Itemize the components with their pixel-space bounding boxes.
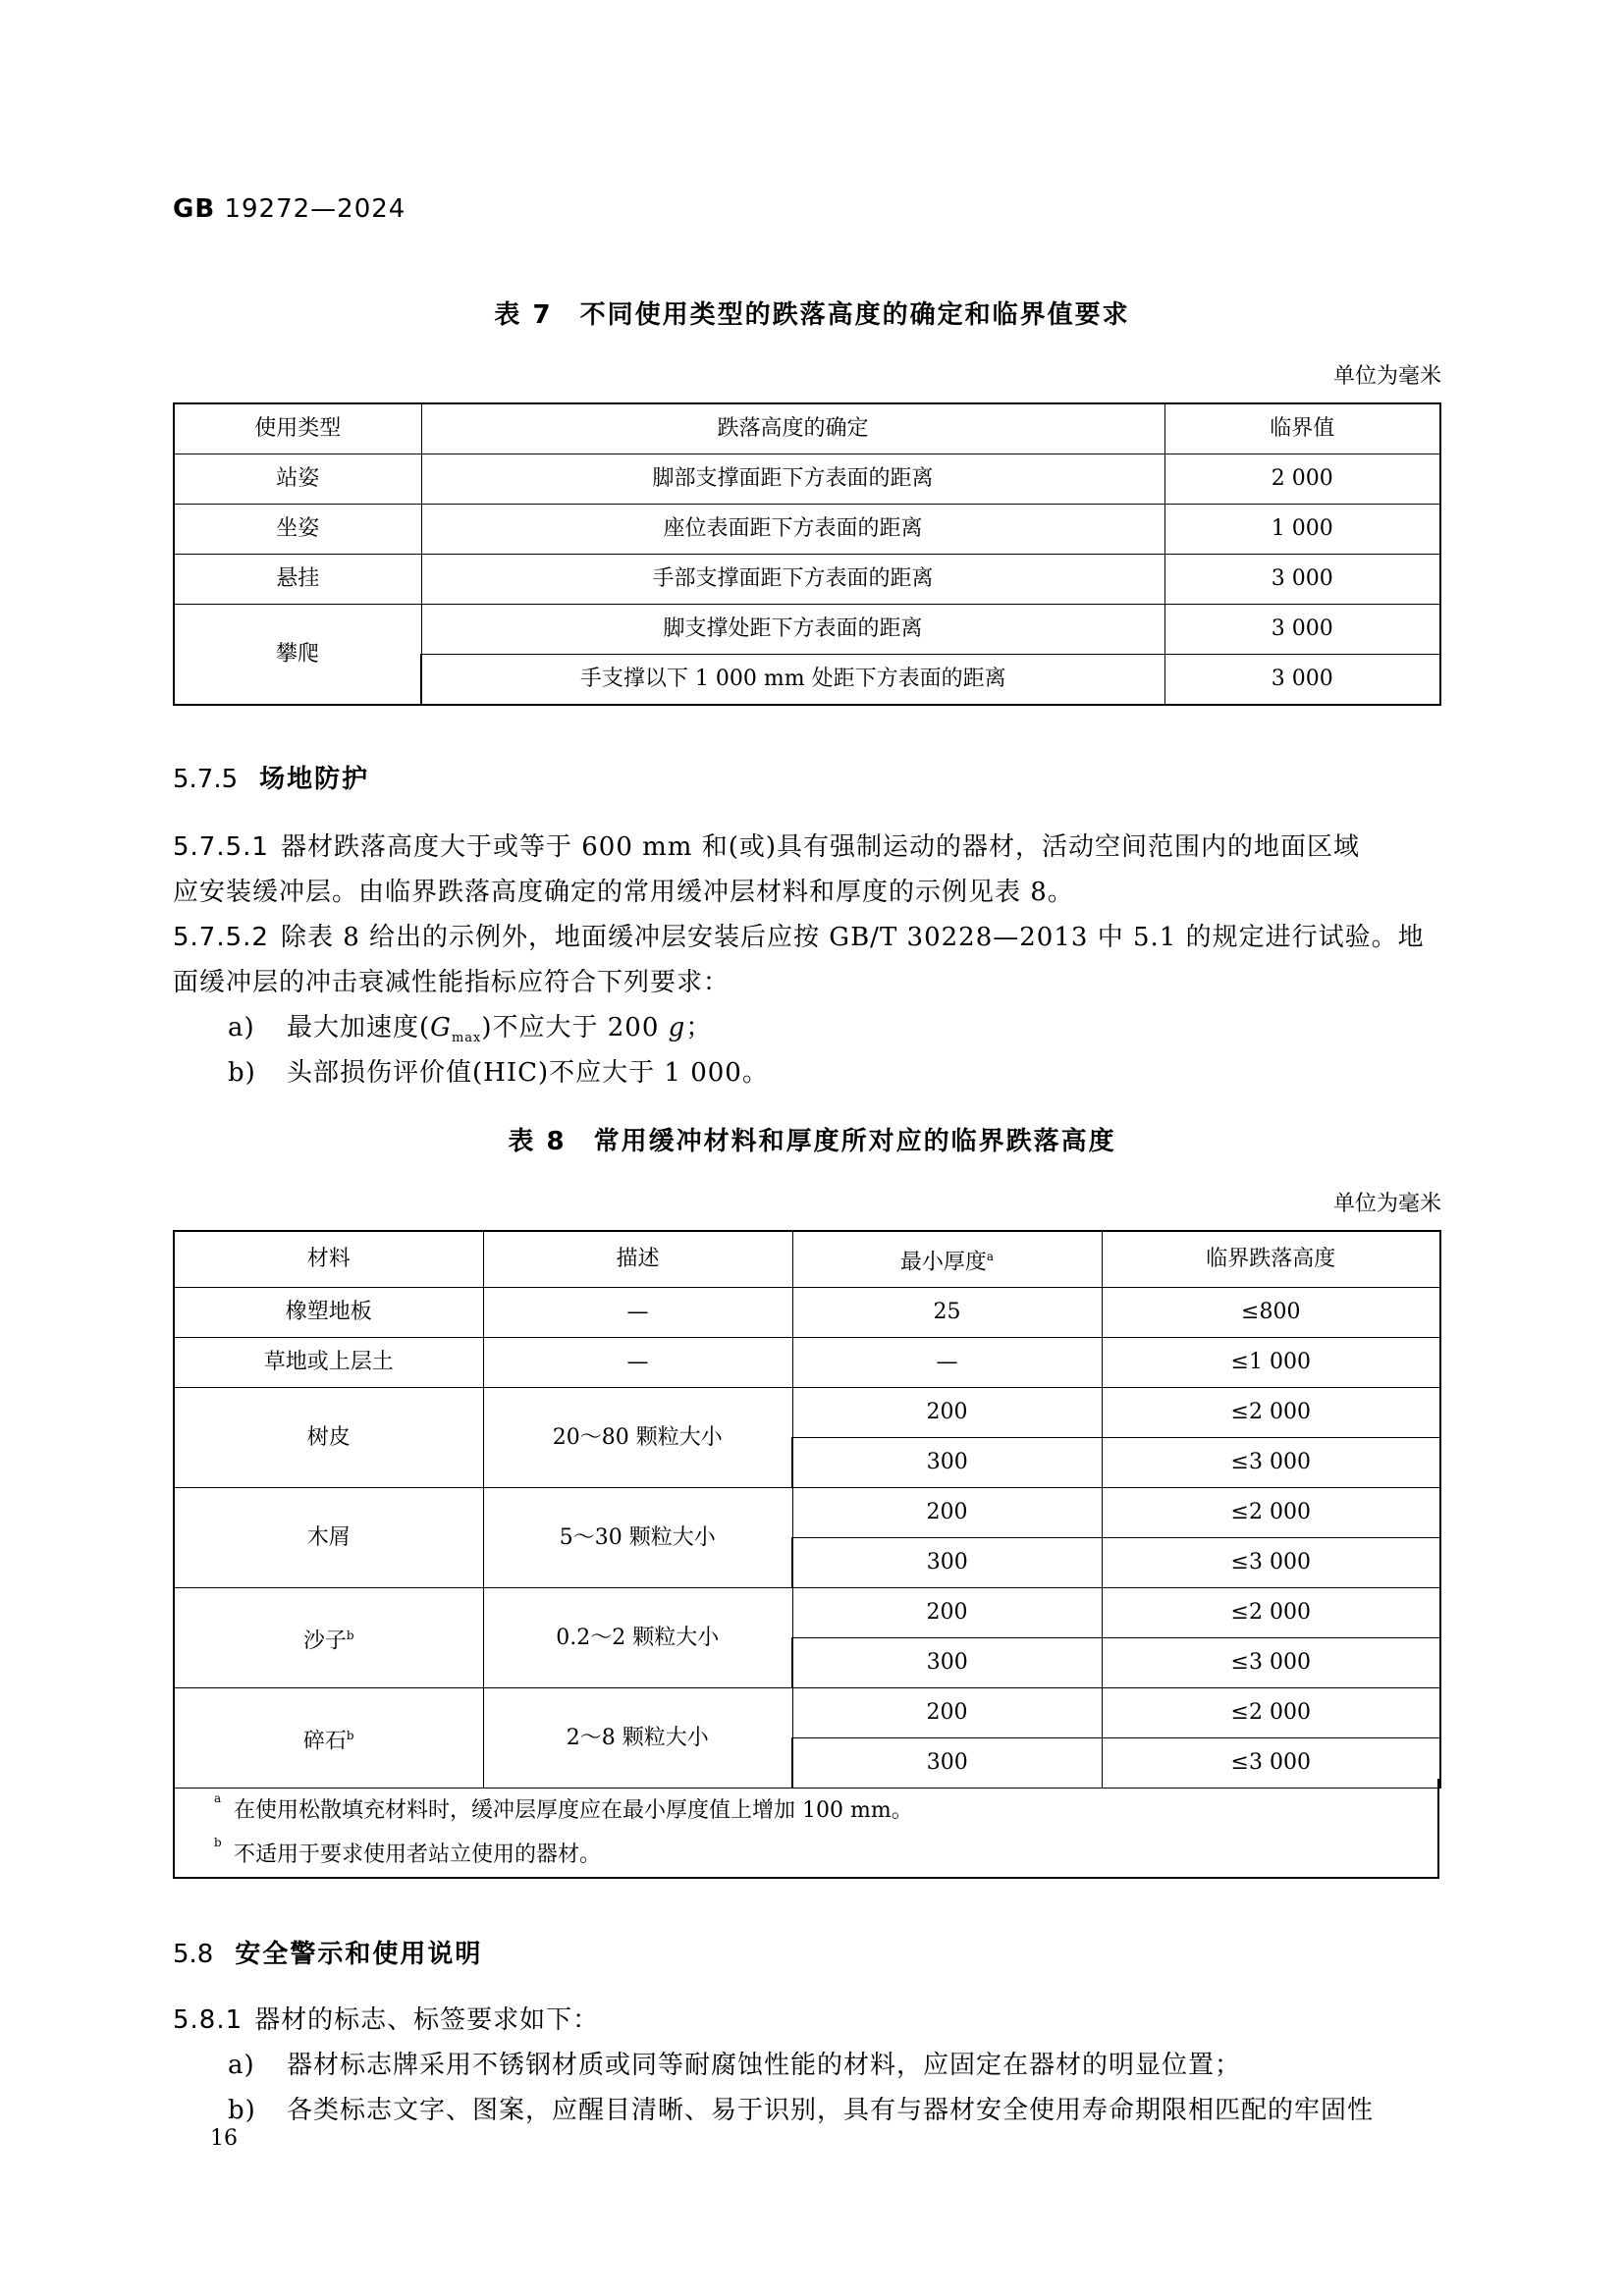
paragraph-line: 除表 8 给出的示例外，地面缓冲层安装后应按 GB/T 30228—2013 中 5.1 的规定进行试验。地 [280,923,1425,952]
paragraph-line: 器材的标志、标签要求如下： [254,2005,600,2035]
table8-cell-thickness: 300 [792,1438,1102,1488]
table8-cell-height: ≤800 [1102,1288,1440,1338]
list-text: 最大加速度( [287,1013,431,1042]
section-58-heading [173,1934,482,1970]
table-row [174,555,1440,605]
section-number: 5.7.5 [173,765,239,794]
table8-cell-description: — [483,1338,792,1388]
list-label: b) [228,1058,256,1088]
material-label: 碎石 [302,1728,347,1753]
table-row [174,605,1440,655]
footnote-mark: a [214,1791,222,1805]
list-label: a) [228,1013,255,1042]
table8-cell-material [174,1688,483,1789]
material-label: 沙子 [302,1628,347,1653]
table8-header-row [174,1231,1440,1288]
table8-cell-height: ≤3 000 [1102,1638,1440,1688]
footnote-mark: b [214,1836,222,1849]
table7-cell-determination: 手支撑以下 1 000 mm 处距下方表面的距离 [421,655,1164,706]
table-row [174,1688,1440,1738]
table7-cell-type: 坐姿 [174,505,421,555]
unit-g: g [668,1013,686,1042]
page-number: 16 [210,2126,238,2151]
list-item-b [228,2088,1439,2133]
table8-cell-description: — [483,1288,792,1338]
list-label: b) [228,2096,256,2125]
table8-cell-material: 草地或上层土 [174,1338,483,1388]
table7-header-row [174,403,1440,454]
table8-cell-material [174,1588,483,1688]
paragraph-line: 面缓冲层的冲击衰减性能指标应符合下列要求： [173,968,731,997]
table7-cell-determination: 手部支撑面距下方表面的距离 [421,555,1164,605]
table7-unit-note: 单位为毫米 [1332,364,1441,389]
table7-caption: 表 7 不同使用类型的跌落高度的确定和临界值要求 [494,300,1130,330]
table8-col-min-thickness [792,1231,1102,1288]
footnote-mark: b [346,1728,354,1742]
table-row [174,1338,1440,1388]
section-number: 5.8 [173,1940,214,1969]
table8-cell-description: 5～30 颗粒大小 [483,1488,792,1588]
paragraph-5752 [173,915,1439,1005]
table8-cell-description: 2～8 颗粒大小 [483,1688,792,1789]
table8-cell-material: 木屑 [174,1488,483,1588]
table8-cell-height: ≤2 000 [1102,1588,1440,1638]
table7-cell-type: 站姿 [174,454,421,505]
section-title: 场地防护 [259,765,370,794]
table8-cell-description: 20～80 颗粒大小 [483,1388,792,1488]
table8-cell-thickness: — [792,1338,1102,1388]
symbol-subscript: max [451,1031,482,1046]
table8-cell-height: ≤3 000 [1102,1538,1440,1588]
list-text: )不应大于 200 [481,1013,669,1042]
table8-cell-height: ≤3 000 [1102,1438,1440,1488]
table8-note-a [214,1791,913,1824]
paragraph-line: 应安装缓冲层。由临界跌落高度确定的常用缓冲层材料和厚度的示例见表 8。 [173,878,1074,907]
paragraph-number: 5.7.5.2 [173,923,269,952]
table8-cell-thickness: 300 [792,1638,1102,1688]
table7-col-determination: 跌落高度的确定 [421,403,1164,454]
paragraph-5751 [173,825,1439,915]
table7-cell-type: 攀爬 [174,605,421,706]
table7-cell-type: 悬挂 [174,555,421,605]
table8-cell-description: 0.2～2 颗粒大小 [483,1588,792,1688]
table8-cell-thickness: 25 [792,1288,1102,1338]
section-title: 安全警示和使用说明 [235,1940,483,1969]
table8-cell-material: 树皮 [174,1388,483,1488]
list-text: 各类标志文字、图案，应醒目清晰、易于识别，具有与器材安全使用寿命期限相匹配的牢固性 [287,2096,1375,2125]
table8-cell-thickness: 200 [792,1488,1102,1538]
table8-cell-height: ≤2 000 [1102,1388,1440,1438]
paragraph-number: 5.8.1 [173,2005,244,2035]
paragraph-581 [173,1998,1439,2043]
table8-cell-height: ≤2 000 [1102,1488,1440,1538]
list-label: a) [228,2051,255,2080]
table8-caption: 表 8 常用缓冲材料和厚度所对应的临界跌落高度 [508,1127,1116,1156]
table-row [174,505,1440,555]
list-text: 器材标志牌采用不锈钢材质或同等耐腐蚀性能的材料，应固定在器材的明显位置； [287,2051,1242,2080]
list-item-b [228,1050,1439,1095]
table7-cell-determination: 脚支撑处距下方表面的距离 [421,605,1164,655]
table8-col-material: 材料 [174,1231,483,1288]
table8-cell-material: 橡塑地板 [174,1288,483,1338]
column-label: 最小厚度 [899,1250,987,1275]
table-row [174,1388,1440,1438]
standard-number: 19272—2024 [224,194,406,224]
table7-col-type: 使用类型 [174,403,421,454]
table7-cell-determination: 座位表面距下方表面的距离 [421,505,1164,555]
table7-cell-value: 1 000 [1164,505,1440,555]
table8-unit-note: 单位为毫米 [1332,1192,1441,1216]
table8-notes [173,1779,1439,1879]
table8-cell-thickness: 300 [792,1538,1102,1588]
table8-cell-height: ≤1 000 [1102,1338,1440,1388]
list-text: 头部损伤评价值(HIC)不应大于 1 000。 [287,1058,769,1088]
table8-col-critical-height: 临界跌落高度 [1102,1231,1440,1288]
table7-cell-value: 3 000 [1164,555,1440,605]
paragraph-line: 器材跌落高度大于或等于 600 mm 和(或)具有强制运动的器材，活动空间范围内的地面区域 [280,832,1360,862]
list-item-a [228,2043,1439,2088]
table8-cell-height: ≤2 000 [1102,1688,1440,1738]
table7 [173,402,1441,706]
table7-cell-value: 3 000 [1164,655,1440,706]
table7-cell-value: 2 000 [1164,454,1440,505]
paragraph-number: 5.7.5.1 [173,832,269,862]
table7-cell-value: 3 000 [1164,605,1440,655]
table8-cell-thickness: 300 [792,1738,1102,1789]
table-row [174,1488,1440,1538]
note-text: 在使用松散填充材料时，缓冲层厚度应在最小厚度值上增加 100 mm。 [234,1798,913,1823]
symbol-g: G [430,1013,452,1042]
footnote-mark: b [346,1628,354,1642]
table8-note-b [214,1836,602,1868]
table7-cell-determination: 脚部支撑面距下方表面的距离 [421,454,1164,505]
table-row [174,1288,1440,1338]
list-text: ； [685,1013,713,1042]
table8-cell-thickness: 200 [792,1388,1102,1438]
table8-col-description: 描述 [483,1231,792,1288]
table7-col-value: 临界值 [1164,403,1440,454]
table8-cell-thickness: 200 [792,1688,1102,1738]
table8-cell-height: ≤3 000 [1102,1738,1440,1789]
table8-cell-thickness: 200 [792,1588,1102,1638]
note-text: 不适用于要求使用者站立使用的器材。 [234,1842,602,1867]
section-575-heading [173,759,369,795]
table8 [173,1230,1441,1789]
standard-code: GB [173,194,216,224]
table-row [174,454,1440,505]
table-row [174,1588,1440,1638]
document-header [173,194,406,224]
footnote-mark: a [986,1250,995,1263]
